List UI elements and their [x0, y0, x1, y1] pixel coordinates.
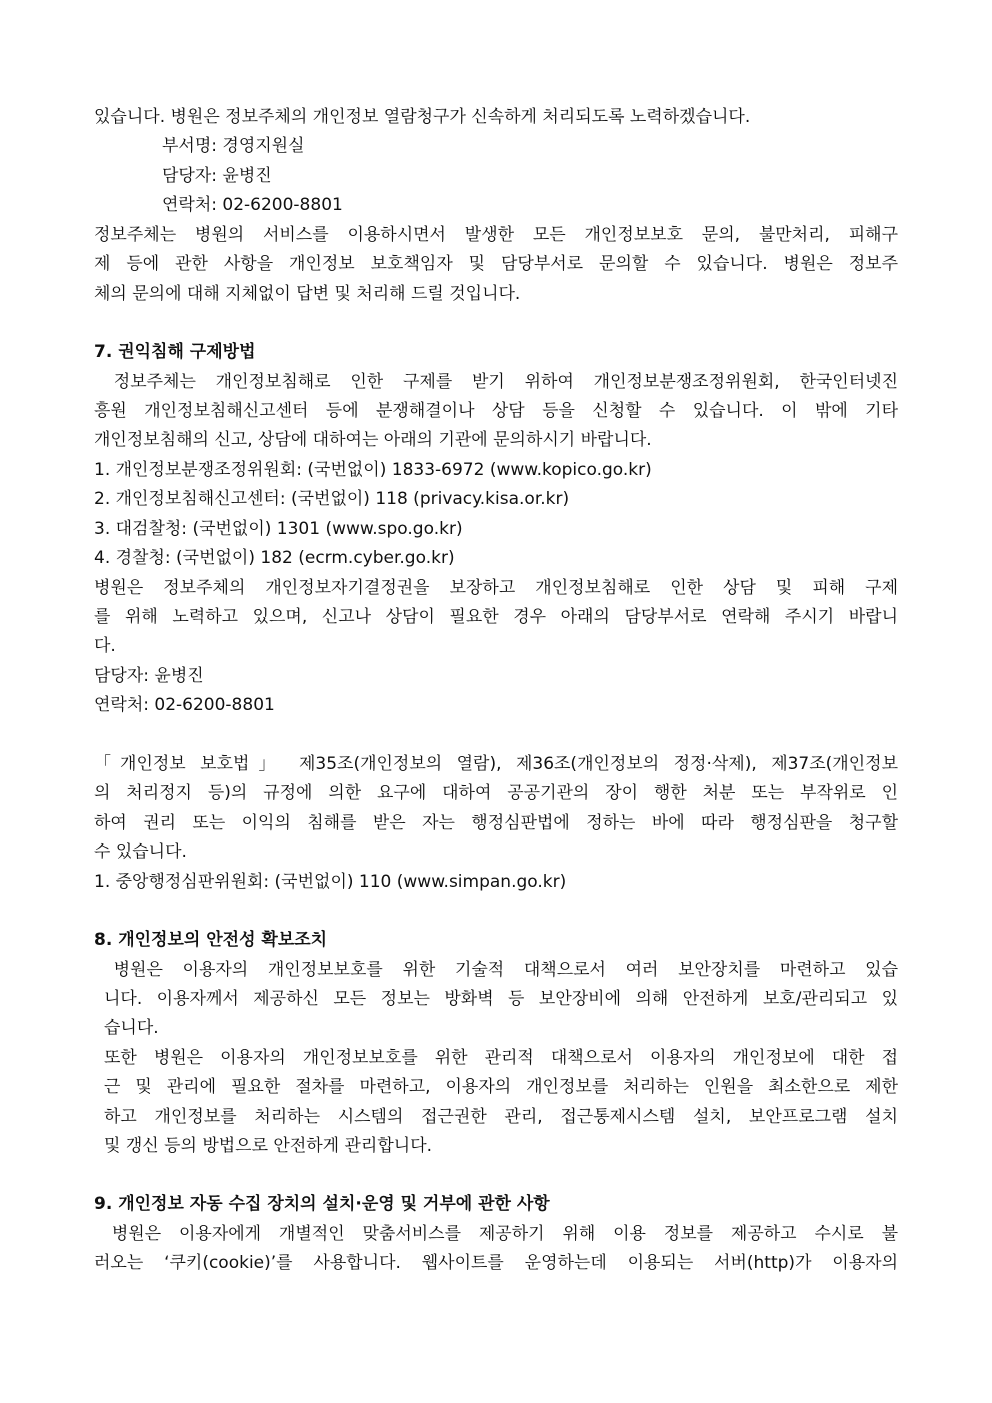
contact-number: 연락처: 02-6200-8801 [162, 195, 343, 215]
paragraph-line: 습니다. [104, 1018, 159, 1038]
paragraph-line: 병원은 이용자의 개인정보보호를 위한 기술적 대책으로서 여러 보안장치를 마련하고 있습 [94, 960, 898, 980]
paragraph-line: 및 갱신 등의 방법으로 안전하게 관리합니다. [104, 1136, 433, 1156]
paragraph-line: 병원은 이용자에게 개별적인 맞춤서비스를 제공하기 위해 이용 정보를 제공하고 수시로 불 [94, 1224, 898, 1244]
intro-line: 있습니다. 병원은 정보주체의 개인정보 열람청구가 신속하게 처리되도록 노력하겠습니다. [94, 107, 751, 127]
paragraph-line: 하고 개인정보를 처리하는 시스템의 접근권한 관리, 접근통제시스템 설치, 보안프로그램 설치 [104, 1107, 898, 1127]
list-item: 2. 개인정보침해신고센터: (국번없이) 118 (privacy.kisa.or.kr) [94, 489, 570, 509]
section-7-heading: 7. 권익침해 구제방법 [94, 342, 256, 362]
paragraph-line: 제 등에 관한 사항을 개인정보 보호책임자 및 담당부서로 문의할 수 있습니다. 병원은 정보주 [94, 254, 898, 274]
manager-name: 담당자: 윤병진 [94, 666, 204, 686]
contact-number: 연락처: 02-6200-8801 [94, 695, 275, 715]
list-item: 1. 개인정보분쟁조정위원회: (국번없이) 1833-6972 (www.kopico.go.kr) [94, 460, 652, 480]
paragraph-line: 정보주체는 병원의 서비스를 이용하시면서 발생한 모든 개인정보보호 문의, 불만처리, 피해구 [94, 225, 898, 245]
paragraph-line: 체의 문의에 대해 지체없이 답변 및 처리해 드릴 것입니다. [94, 284, 521, 304]
section-9-heading: 9. 개인정보 자동 수집 장치의 설치·운영 및 거부에 관한 사항 [94, 1194, 550, 1214]
paragraph-line: 근 및 관리에 필요한 절차를 마련하고, 이용자의 개인정보를 처리하는 인원을 최소한으로 제한 [104, 1077, 898, 1097]
section-8-heading: 8. 개인정보의 안전성 확보조치 [94, 930, 328, 950]
paragraph-line: 니다. 이용자께서 제공하신 모든 정보는 방화벽 등 보안장비에 의해 안전하게 보호/관리되고 있 [104, 989, 898, 1009]
paragraph-line: 다. [94, 636, 116, 656]
list-item: 1. 중앙행정심판위원회: (국번없이) 110 (www.simpan.go.kr) [94, 872, 567, 892]
paragraph-line: 정보주체는 개인정보침해로 인한 구제를 받기 위하여 개인정보분쟁조정위원회, 한국인터넷진 [94, 372, 898, 392]
paragraph-line: 흥원 개인정보침해신고센터 등에 분쟁해결이나 상담 등을 신청할 수 있습니다. 이 밖에 기타 [94, 401, 898, 421]
paragraph-line: 병원은 정보주체의 개인정보자기결정권을 보장하고 개인정보침해로 인한 상담 및 피해 구제 [94, 578, 898, 598]
list-item: 3. 대검찰청: (국번없이) 1301 (www.spo.go.kr) [94, 519, 463, 539]
paragraph-line: 수 있습니다. [94, 842, 187, 862]
paragraph-line: 를 위해 노력하고 있으며, 신고나 상담이 필요한 경우 아래의 담당부서로 연락해 주시기 바랍니 [94, 607, 898, 627]
paragraph-line: 또한 병원은 이용자의 개인정보보호를 위한 관리적 대책으로서 이용자의 개인정보에 대한 접 [104, 1048, 898, 1068]
paragraph-line: 의 처리정지 등)의 규정에 의한 요구에 대하여 공공기관의 장이 행한 처분 또는 부작위로 인 [94, 783, 898, 803]
paragraph-line: 러오는 ‘쿠키(cookie)’를 사용합니다. 웹사이트를 운영하는데 이용되는 서버(http)가 이용자의 [94, 1253, 898, 1273]
paragraph-line: 「개인정보 보호법」 제35조(개인정보의 열람), 제36조(개인정보의 정정·삭제), 제37조(개인정보 [94, 754, 898, 774]
paragraph-line: 하여 권리 또는 이익의 침해를 받은 자는 행정심판법에 정하는 바에 따라 행정심판을 청구할 [94, 813, 898, 833]
manager-name: 담당자: 윤병진 [162, 166, 272, 186]
list-item: 4. 경찰청: (국번없이) 182 (ecrm.cyber.go.kr) [94, 548, 455, 568]
dept-name: 부서명: 경영지원실 [162, 136, 305, 156]
paragraph-line: 개인정보침해의 신고, 상담에 대하여는 아래의 기관에 문의하시기 바랍니다. [94, 430, 652, 450]
